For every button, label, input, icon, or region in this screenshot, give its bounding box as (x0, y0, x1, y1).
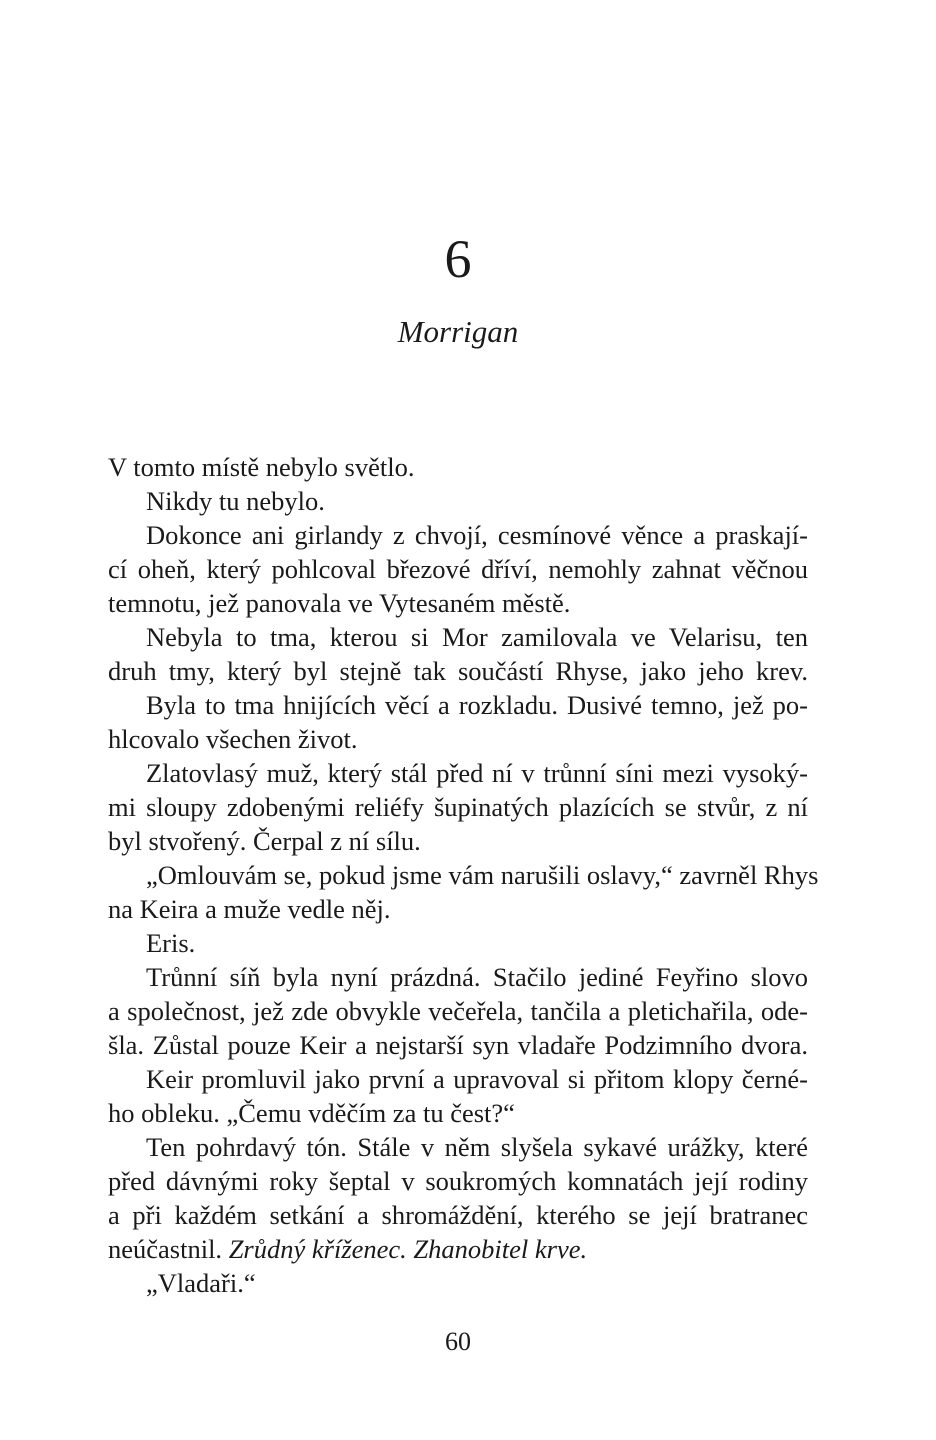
text-line: ho obleku. „Čemu vděčím za tu čest?“ (108, 1098, 515, 1128)
text-segment: neúčastnil. (108, 1234, 229, 1264)
text-line: Nebyla to tma, kterou si Mor zamilovala ve Velarisu, ten (146, 622, 808, 652)
text-line: a společnost, jež zde obvykle večeřela, tančila a pletichařila, ode- (108, 996, 808, 1026)
text-line: šla. Zůstal pouze Keir a nejstarší syn vladaře Podzimního dvora. (108, 1030, 808, 1060)
text-line: Dokonce ani girlandy z chvojí, cesmínové věnce a praskají- (146, 520, 808, 550)
text-line: Ten pohrdavý tón. Stále v něm slyšela sykavé urážky, které (146, 1132, 808, 1162)
text-line: cí oheň, který pohlcoval březové dříví, nemohly zahnat věčnou (108, 554, 808, 584)
text-line: a při každém setkání a shromáždění, kterého se její bratranec (108, 1200, 808, 1230)
text-line: Zlatovlasý muž, který stál před ní v trůnní síni mezi vysoký- (146, 758, 808, 788)
text-line: Keir promluvil jako první a upravoval si přitom klopy černé- (146, 1064, 808, 1094)
italic-text-segment: Zrůdný kříženec. Zhanobitel krve. (228, 1234, 588, 1264)
text-line: mi sloupy zdobenými reliéfy šupinatých plazících se stvůr, z ní (108, 792, 808, 822)
text-line: temnotu, jež panovala ve Vytesaném městě. (108, 588, 571, 618)
text-line: Trůnní síň byla nyní prázdná. Stačilo jediné Feyřino slovo (146, 962, 808, 992)
text-line: Byla to tma hnijících věcí a rozkladu. Dusivé temno, jež po- (146, 690, 808, 720)
page-number: 60 (445, 1327, 471, 1356)
text-line: V tomto místě nebylo světlo. (108, 452, 415, 482)
text-line: druh tmy, který byl stejně tak součástí Rhyse, jako jeho krev. (108, 656, 808, 686)
text-line: Eris. (146, 928, 196, 958)
chapter-number: 6 (444, 229, 472, 289)
text-line: „Vladaři.“ (146, 1268, 256, 1298)
text-line (108, 1232, 808, 1266)
chapter-body (108, 450, 819, 1300)
text-line: Nikdy tu nebylo. (146, 486, 325, 516)
text-line: na Keira a muže vedle něj. (108, 894, 391, 924)
text-line: hlcovalo všechen život. (108, 724, 358, 754)
chapter-title: Morrigan (397, 314, 519, 349)
text-line: byl stvořený. Čerpal z ní sílu. (108, 826, 421, 856)
text-line: „Omlouvám se, pokud jsme vám narušili oslavy,“ zavrněl Rhys (146, 860, 819, 890)
text-line: před dávnými roky šeptal v soukromých komnatách její rodiny (108, 1166, 808, 1196)
